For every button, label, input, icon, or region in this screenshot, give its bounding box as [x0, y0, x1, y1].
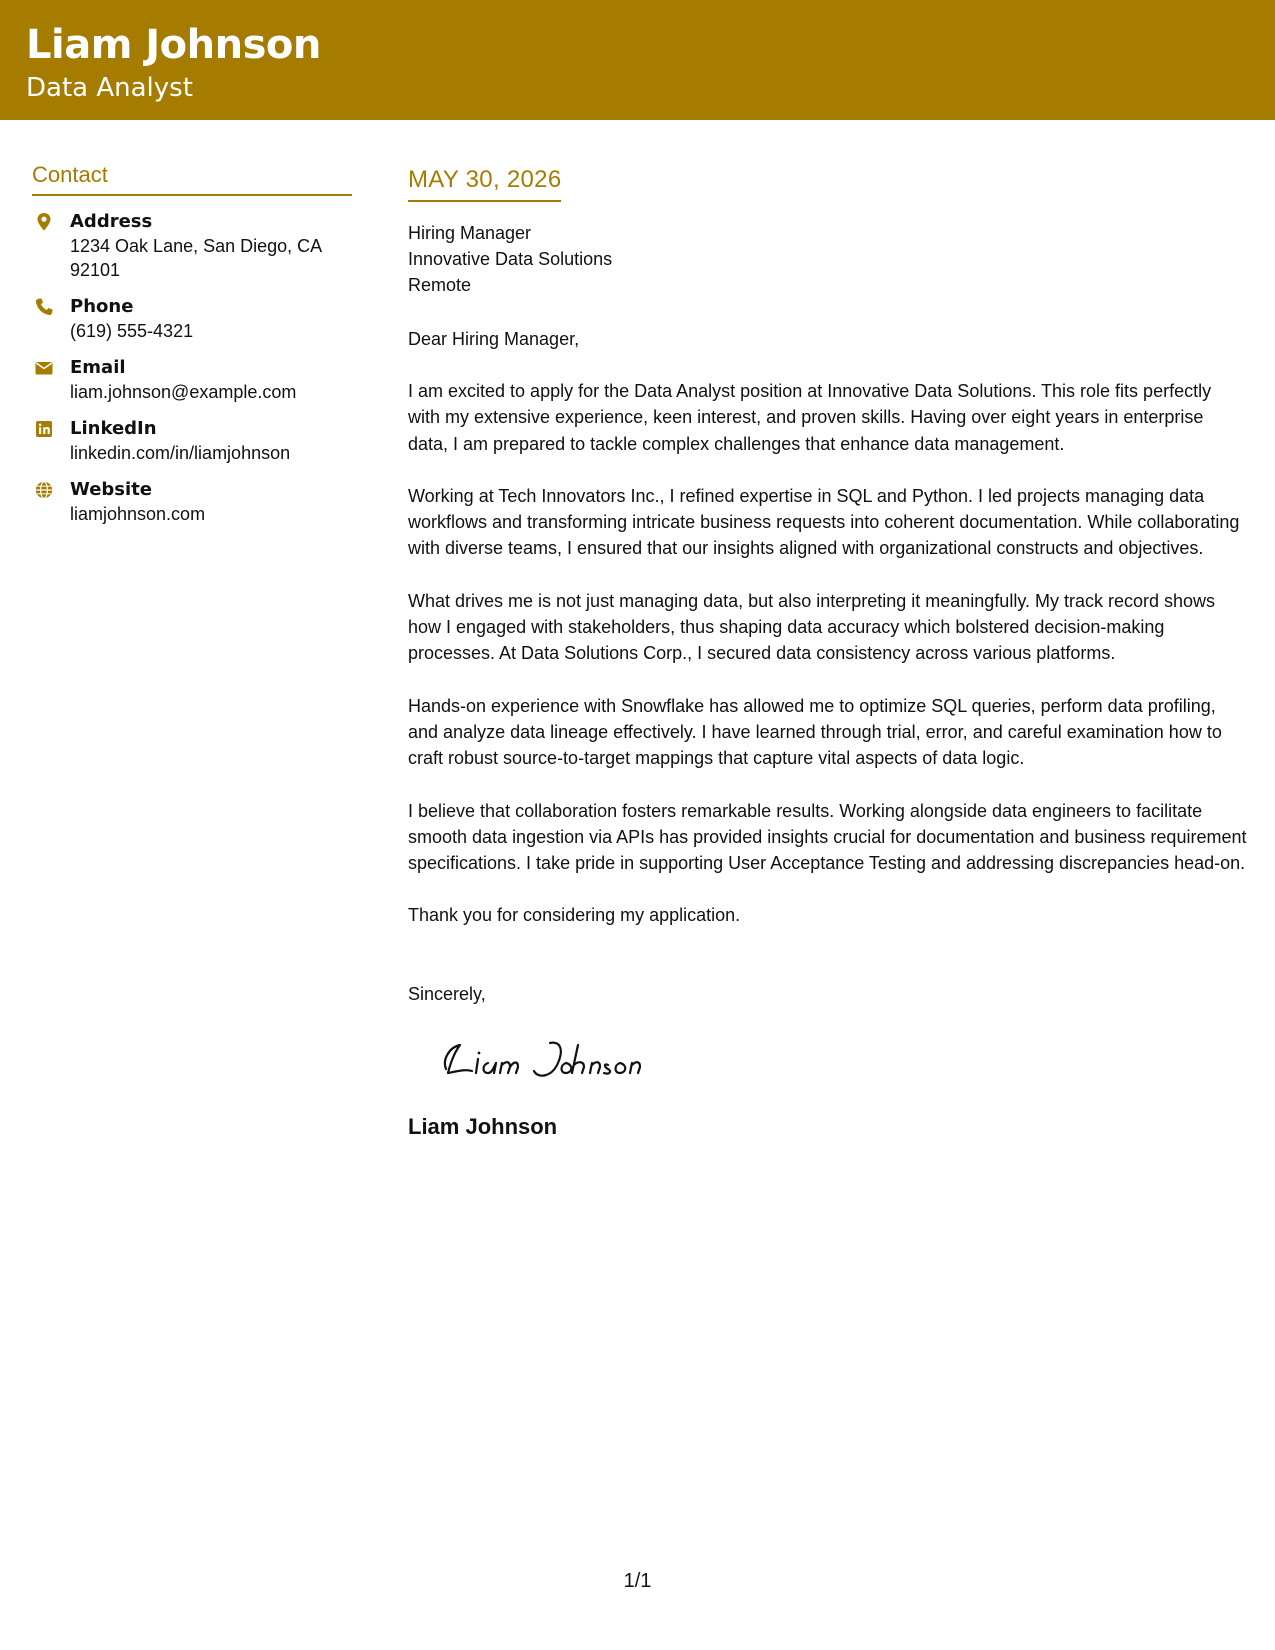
signer-name: Liam Johnson — [408, 1113, 558, 1139]
applicant-name: Liam Johnson — [26, 22, 321, 68]
contact-value: 1234 Oak Lane, San Diego, CA 92101 — [70, 236, 322, 280]
letter-date: MAY 30, 2026 — [408, 166, 561, 202]
envelope-icon — [34, 358, 54, 378]
contact-value: (619) 555-4321 — [70, 321, 194, 341]
contact-item-email — [32, 356, 352, 404]
letter-paragraph: Working at Tech Innovators Inc., I refined expertise in SQL and Python. I led projects managing data workflows and transforming intricate business requests into coherent documentation. While collaborating with diverse teams, I ensured that our insights aligned with organizational constructs and objectives. — [408, 485, 1240, 559]
linkedin-icon — [34, 419, 54, 439]
contact-item-website — [32, 478, 352, 526]
contact-label: Address — [70, 211, 153, 232]
contact-label: Phone — [70, 296, 134, 317]
contact-value: liam.johnson@example.com — [70, 382, 297, 402]
contact-section-title: Contact — [32, 162, 352, 196]
contact-item-phone — [32, 295, 352, 343]
header-banner — [0, 0, 1275, 120]
letter-paragraph: I believe that collaboration fosters remarkable results. Working alongside data engineers to facilitate smooth data ingestion via APIs has provided insights crucial for documentation and business requirement specifications. I take pride in supporting User Acceptance Testing and addressing discrepancies head-on. — [408, 800, 1247, 874]
recipient-line: Innovative Data Solutions — [408, 249, 613, 269]
contact-label: Website — [70, 479, 153, 500]
contact-sidebar — [32, 162, 352, 539]
contact-item-address — [32, 210, 352, 282]
recipient-block — [408, 220, 1248, 298]
page-number: 1/1 — [623, 1570, 652, 1592]
contact-value: liamjohnson.com — [70, 504, 206, 524]
contact-label: LinkedIn — [70, 418, 157, 439]
contact-item-linkedin — [32, 417, 352, 465]
closing: Sincerely, — [408, 983, 486, 1004]
letter-paragraph: Thank you for considering my application. — [408, 905, 741, 926]
phone-icon — [34, 297, 54, 317]
letter-paragraph: Hands-on experience with Snowflake has allowed me to optimize SQL queries, perform data profiling, and analyze data lineage effectively. I have learned through trial, error, and careful examination how to craft robust source-to-target mappings that capture vital aspects of data logic. — [408, 695, 1222, 769]
letter-body — [408, 166, 1248, 1140]
recipient-line: Hiring Manager — [408, 223, 532, 243]
contact-value: linkedin.com/in/liamjohnson — [70, 443, 291, 463]
greeting: Dear Hiring Manager, — [408, 329, 580, 349]
contact-label: Email — [70, 357, 126, 378]
recipient-line: Remote — [408, 275, 472, 295]
handwritten-signature — [432, 1029, 662, 1089]
applicant-role: Data Analyst — [26, 73, 193, 103]
letter-paragraph: I am excited to apply for the Data Analyst position at Innovative Data Solutions. This role fits perfectly with my extensive experience, keen interest, and proven skills. Having over eight years in enterprise data, I am prepared to tackle complex challenges that enhance data management. — [408, 381, 1212, 454]
letter-paragraph: What drives me is not just managing data, but also interpreting it meaningfully. My track record shows how I engaged with stakeholders, thus shaping data accuracy which bolstered decision-making processes. At Data Solutions Corp., I secured data consistency across various platforms. — [408, 590, 1216, 664]
map-pin-icon — [34, 212, 54, 232]
globe-icon — [34, 480, 54, 500]
